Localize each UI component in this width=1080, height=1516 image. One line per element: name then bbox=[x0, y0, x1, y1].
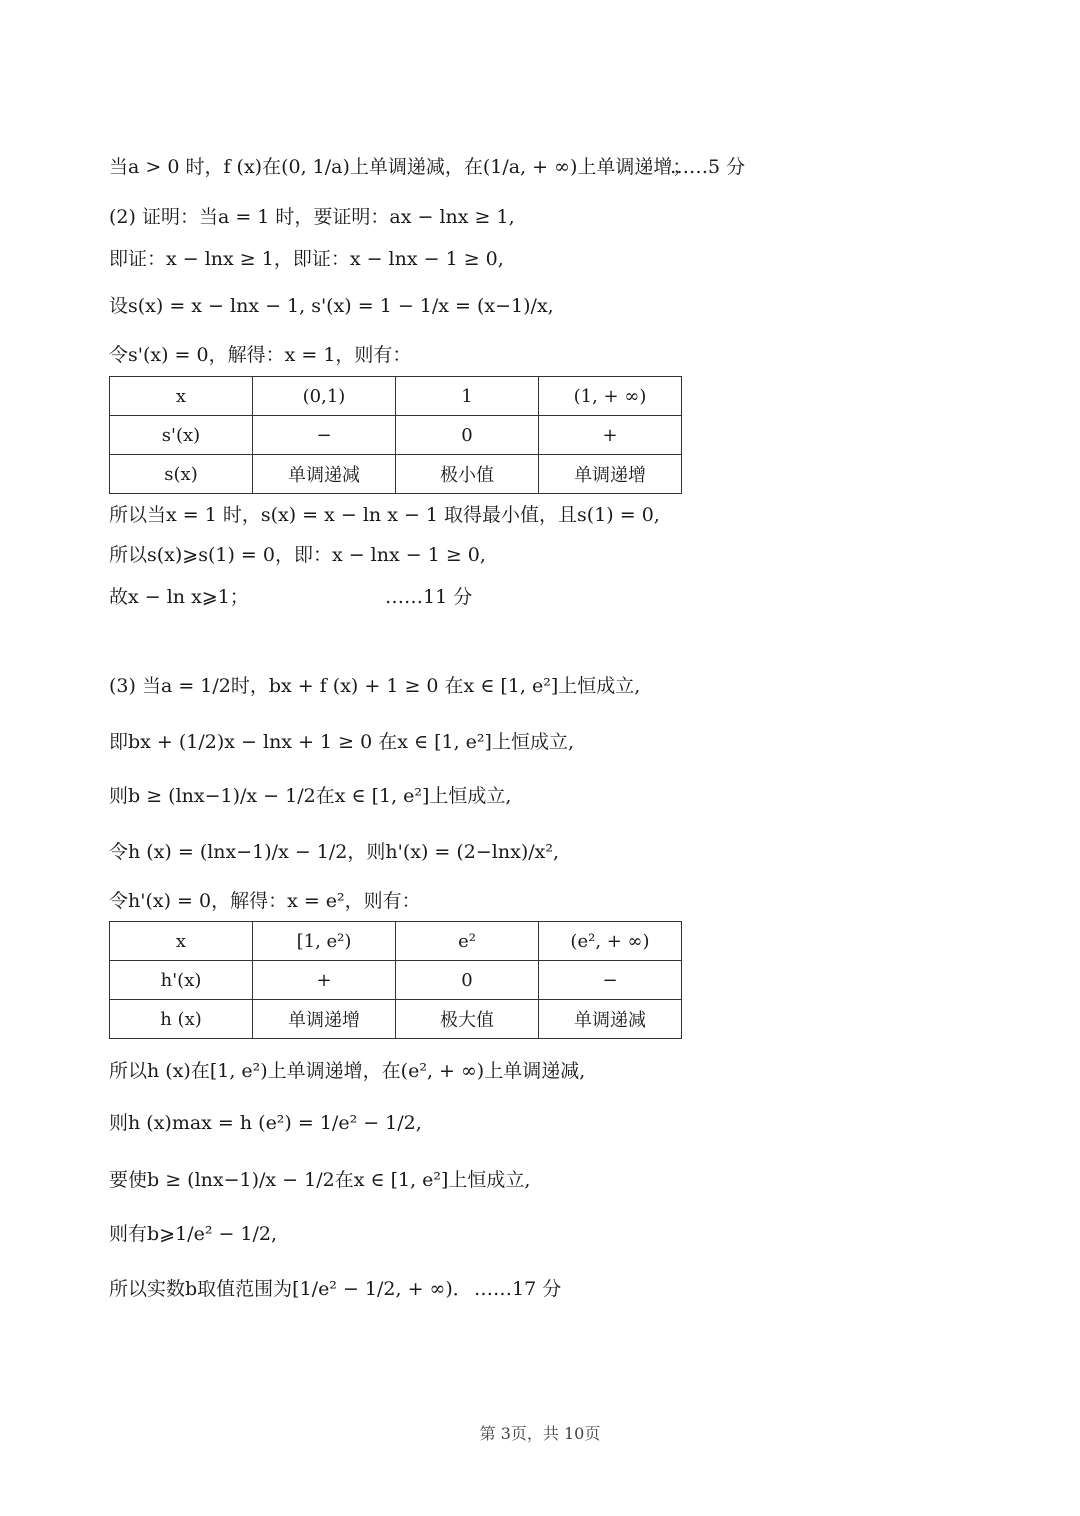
table-cell: + bbox=[539, 416, 682, 455]
table-cell: 单调递增 bbox=[253, 1000, 396, 1039]
table-cell: − bbox=[253, 416, 396, 455]
table-row bbox=[110, 1000, 682, 1039]
table-row bbox=[110, 455, 682, 494]
page-number: 第 3页，共 10页 bbox=[479, 1424, 601, 1443]
part3-final bbox=[109, 1278, 562, 1300]
table-cell: − bbox=[539, 961, 682, 1000]
part2-line-1: (2) 证明：当a = 1 时，要证明：ax − lnx ≥ 1, bbox=[109, 206, 515, 228]
table-cell: 单调递增 bbox=[539, 455, 682, 494]
part3-line-4: 令h (x) = (lnx−1)/x − 1/2，则h'(x) = (2−lnx)/x², bbox=[109, 841, 560, 863]
part2-line-4: 令s'(x) = 0，解得：x = 1，则有： bbox=[109, 344, 412, 366]
part2-final-text: 故x − ln x⩾1； bbox=[109, 586, 249, 608]
part3-line-2: 即bx + (1/2)x − lnx + 1 ≥ 0 在x ∈ [1, e²]上恒成立, bbox=[109, 731, 574, 753]
table-row bbox=[110, 416, 682, 455]
table-cell: 单调递减 bbox=[253, 455, 396, 494]
table-cell: (0,1) bbox=[253, 377, 396, 416]
table-cell: h (x) bbox=[110, 1000, 253, 1039]
part3-after-4: 则有b⩾1/e² − 1/2, bbox=[109, 1223, 278, 1245]
part2-variation-table bbox=[109, 376, 682, 494]
part3-variation-table bbox=[109, 921, 682, 1039]
table-cell: 极大值 bbox=[396, 1000, 539, 1039]
part3-final-text: 所以实数b取值范围为[1/e² − 1/2, + ∞)． bbox=[109, 1278, 472, 1300]
part2-line-3: 设s(x) = x − lnx − 1, s'(x) = 1 − 1/x = (x−1)/x, bbox=[109, 295, 554, 317]
table-row bbox=[110, 377, 682, 416]
part2-score: ……11 分 bbox=[385, 586, 473, 608]
table-cell: 1 bbox=[396, 377, 539, 416]
table-cell: x bbox=[110, 922, 253, 961]
part3-after-2: 则h (x)max = h (e²) = 1/e² − 1/2, bbox=[109, 1112, 422, 1134]
part3-line-3: 则b ≥ (lnx−1)/x − 1/2在x ∈ [1, e²]上恒成立, bbox=[109, 785, 512, 807]
part1-conclusion bbox=[109, 156, 746, 178]
part2-line-2: 即证：x − lnx ≥ 1，即证：x − lnx − 1 ≥ 0, bbox=[109, 248, 504, 270]
part2-after-2: 所以s(x)⩾s(1) = 0，即：x − lnx − 1 ≥ 0, bbox=[109, 544, 486, 566]
table-cell: s'(x) bbox=[110, 416, 253, 455]
table-cell: 0 bbox=[396, 961, 539, 1000]
table-cell: + bbox=[253, 961, 396, 1000]
table-cell: e² bbox=[396, 922, 539, 961]
table-cell: s(x) bbox=[110, 455, 253, 494]
part3-after-3: 要使b ≥ (lnx−1)/x − 1/2在x ∈ [1, e²]上恒成立, bbox=[109, 1169, 531, 1191]
table-row bbox=[110, 922, 682, 961]
part2-after-1: 所以当x = 1 时，s(x) = x − ln x − 1 取得最小值，且s(1) = 0, bbox=[109, 504, 660, 526]
part1-score: ……5 分 bbox=[670, 156, 746, 178]
table-cell: 0 bbox=[396, 416, 539, 455]
table-cell: (e², + ∞) bbox=[539, 922, 682, 961]
part3-score: ……17 分 bbox=[474, 1278, 562, 1300]
part3-line-5: 令h'(x) = 0，解得：x = e²，则有： bbox=[109, 890, 421, 912]
table-cell: 单调递减 bbox=[539, 1000, 682, 1039]
table-cell: x bbox=[110, 377, 253, 416]
table-cell: h'(x) bbox=[110, 961, 253, 1000]
part3-line-1: (3) 当a = 1/2时，bx + f (x) + 1 ≥ 0 在x ∈ [1, e²]上恒成立, bbox=[109, 675, 641, 697]
table-row bbox=[110, 961, 682, 1000]
part1-conclusion-text: 当a > 0 时，f (x)在(0, 1/a)上单调递减，在(1/a, + ∞)上单调递增； bbox=[109, 156, 692, 178]
table-cell: [1, e²) bbox=[253, 922, 396, 961]
table-cell: 极小值 bbox=[396, 455, 539, 494]
part3-after-1: 所以h (x)在[1, e²)上单调递增，在(e², + ∞)上单调递减, bbox=[109, 1060, 586, 1082]
table-cell: (1, + ∞) bbox=[539, 377, 682, 416]
part2-final bbox=[109, 586, 473, 608]
